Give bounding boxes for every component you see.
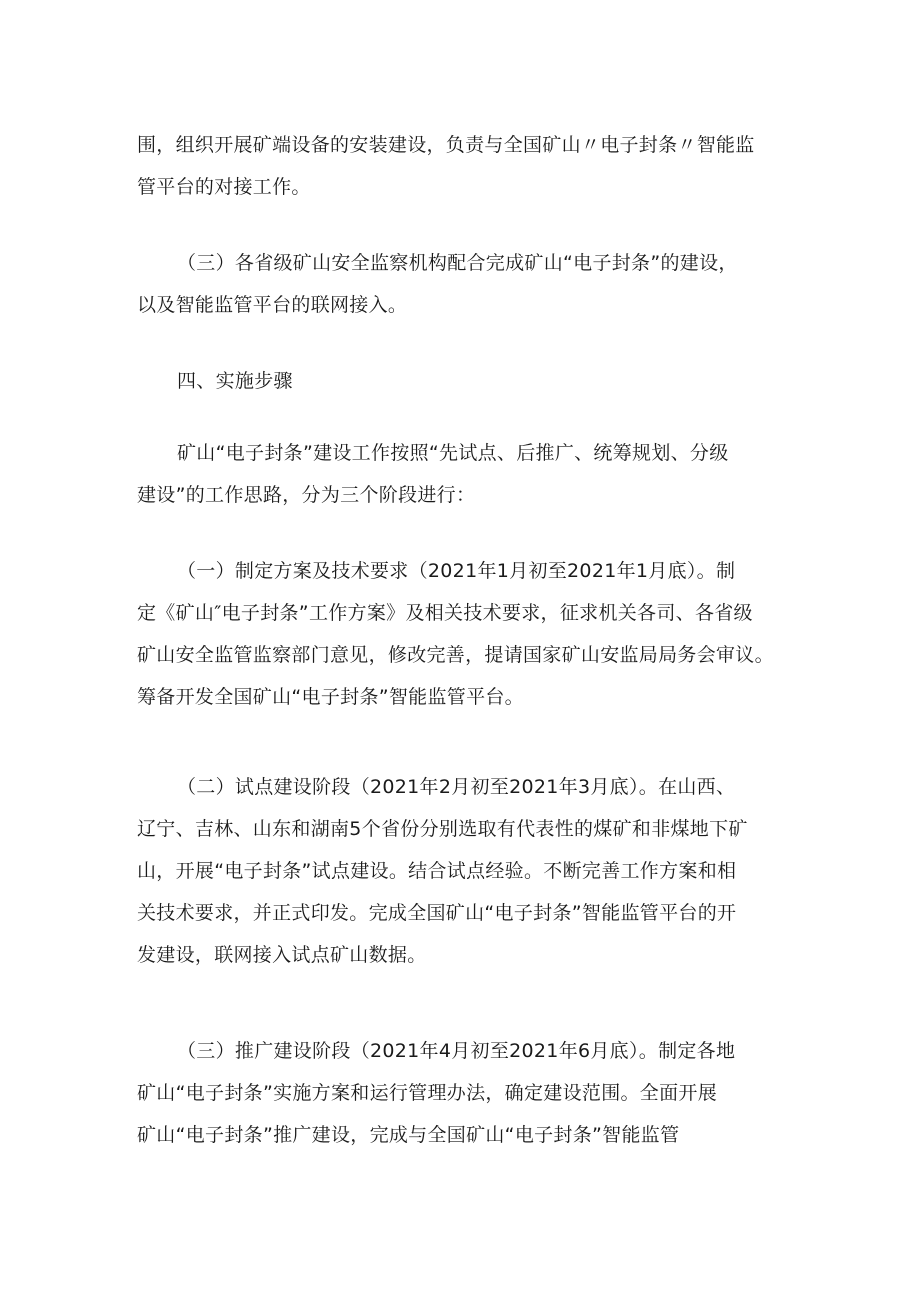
paragraph-stage-three [137,1030,797,1156]
text-line: 筹备开发全国矿山“电子封条”智能监管平台。 [137,686,524,708]
text-line: 围，组织开展矿端设备的安装建设，负责与全国矿山〃电子封条〃智能监 [137,134,755,156]
text-line: 管平台的对接工作。 [137,176,311,198]
text-line: （三）各省级矿山安全监察机构配合完成矿山“电子封条”的建设， [177,252,738,274]
paragraph-stage-one [137,550,797,718]
section-heading-implementation-steps [137,360,797,402]
text-line: 关技术要求，并正式印发。完成全国矿山“电子封条”智能监管平台的开 [137,902,737,924]
text-line: （三）推广建设阶段（2021年4月初至2021年6月底）。制定各地 [177,1040,736,1062]
text-line: 四、实施步骤 [177,370,293,392]
text-line: 以及智能监管平台的联网接入。 [137,294,408,316]
paragraph-mine-equipment [137,124,797,208]
text-line: 矿山“电子封条”推广建设，完成与全国矿山“电子封条”智能监管 [137,1124,680,1146]
text-line: 辽宁、吉林、山东和湖南5个省份分别选取有代表性的煤矿和非煤地下矿 [137,818,748,840]
text-line: 定《矿山″电子封条”工作方案》及相关技术要求，征求机关各司、各省级 [137,602,753,624]
paragraph-stage-two [137,766,797,976]
text-line: 矿山“电子封条”建设工作按照“先试点、后推广、统筹规划、分级 [177,442,729,464]
text-line: 发建设，联网接入试点矿山数据。 [137,944,427,966]
paragraph-work-approach [137,432,797,516]
text-line: 矿山安全监管监察部门意见，修改完善，提请国家矿山安监局局务会审议。 [137,644,774,666]
text-line: 矿山“电子封条”实施方案和运行管理办法，确定建设范围。全面开展 [137,1082,717,1104]
text-line: （二）试点建设阶段（2021年2月初至2021年3月底）。在山西、 [177,776,736,798]
text-line: 建设”的工作思路，分为三个阶段进行： [137,484,476,506]
paragraph-provincial-agencies [137,242,797,326]
text-line: （一）制定方案及技术要求（2021年1月初至2021年1月底）。制 [177,560,736,582]
text-line: 山，开展“电子封条”试点建设。结合试点经验。不断完善工作方案和相 [137,860,737,882]
